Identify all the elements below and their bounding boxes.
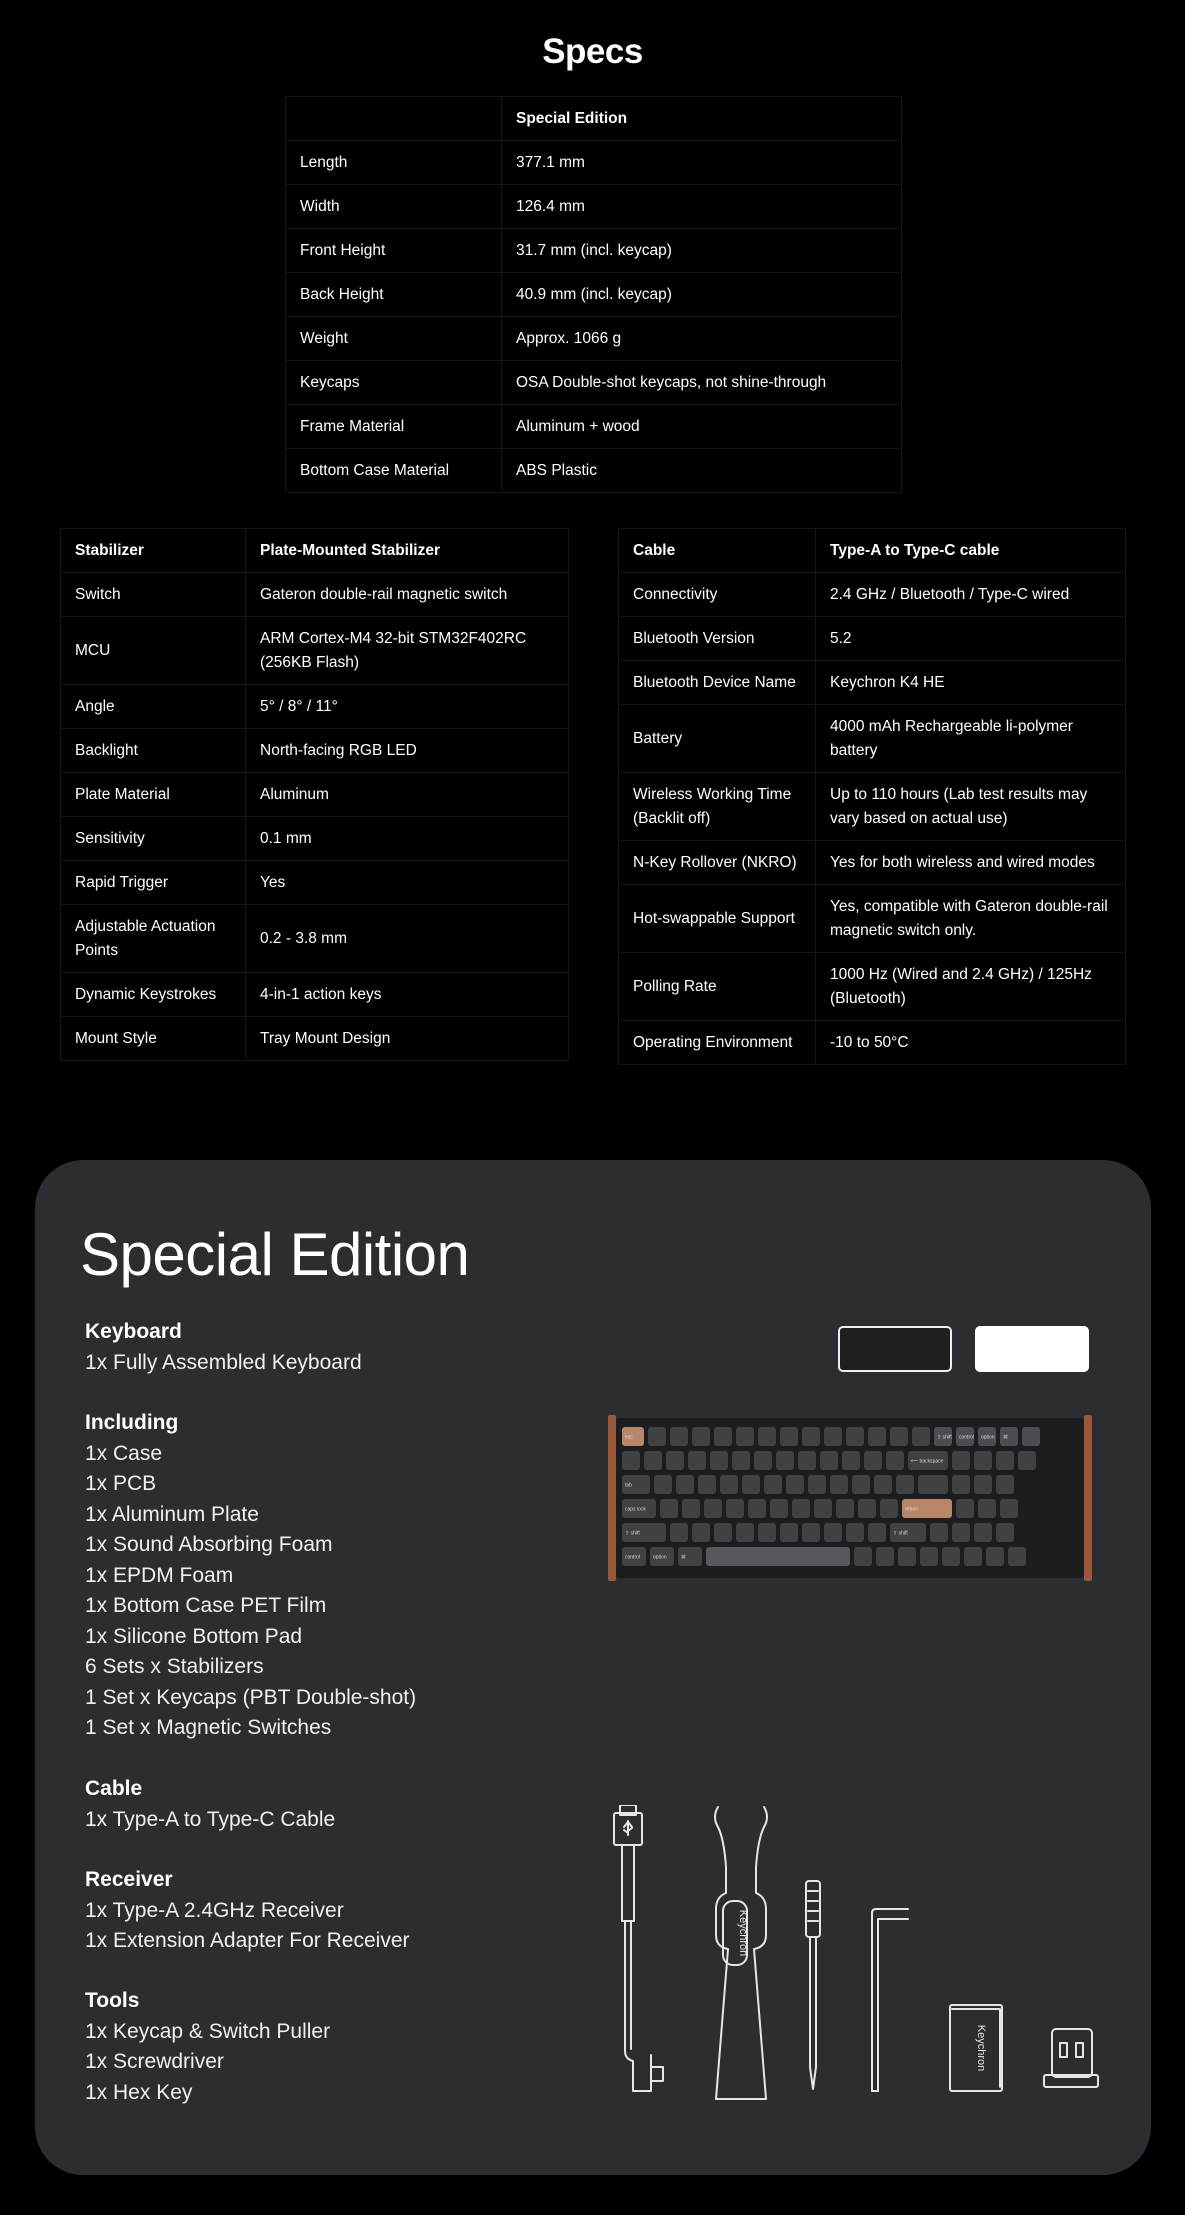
- list-item: 1x Silicone Bottom Pad: [85, 1624, 303, 1648]
- usb-cable-icon: [614, 1805, 663, 2091]
- spec-value: ARM Cortex-M4 32-bit STM32F402RC (256KB Flash): [246, 617, 569, 685]
- keycap: [868, 1427, 886, 1446]
- table-row: [61, 729, 569, 773]
- table-row: [619, 661, 1126, 705]
- table-row: [61, 773, 569, 817]
- table-row: [286, 449, 902, 493]
- keycap: [974, 1475, 992, 1494]
- key-label: ⌘: [1003, 1434, 1008, 1441]
- keycap: [742, 1475, 760, 1494]
- keycap: [792, 1499, 810, 1518]
- keycap: [692, 1427, 710, 1446]
- spec-value: 5.2: [816, 617, 1126, 661]
- keycap: [692, 1523, 710, 1542]
- keycap: [622, 1451, 640, 1470]
- table-row: [61, 817, 569, 861]
- table-row: [286, 141, 902, 185]
- spec-value: Yes, compatible with Gateron double-rail magnetic switch only.: [816, 885, 1126, 953]
- key-label: option: [653, 1554, 667, 1561]
- specs-title: Specs: [542, 32, 643, 71]
- keycap: [846, 1427, 864, 1446]
- keycap: [868, 1523, 886, 1542]
- keycap: [952, 1451, 970, 1470]
- table-row: [61, 1017, 569, 1061]
- keycap: [748, 1499, 766, 1518]
- spec-label: Plate Material: [61, 773, 246, 817]
- keycap: [798, 1451, 816, 1470]
- spec-value: 2.4 GHz / Bluetooth / Type-C wired: [816, 573, 1126, 617]
- keycap: [714, 1427, 732, 1446]
- keycap: [1008, 1547, 1026, 1566]
- table-row: [286, 273, 902, 317]
- list-item: 1x Type-A to Type-C Cable: [85, 1807, 336, 1831]
- list-item: 1x Fully Assembled Keyboard: [85, 1350, 362, 1374]
- group-heading: Keyboard: [85, 1320, 182, 1343]
- keycap: [644, 1451, 662, 1470]
- spec-value: Keychron K4 HE: [816, 661, 1126, 705]
- spec-value: Special Edition: [502, 97, 902, 141]
- keycap: [732, 1451, 750, 1470]
- spec-label: Length: [286, 141, 502, 185]
- list-item: 1x Bottom Case PET Film: [85, 1594, 327, 1617]
- keycap: [802, 1427, 820, 1446]
- spec-label: Weight: [286, 317, 502, 361]
- spec-label: Polling Rate: [619, 953, 816, 1021]
- spec-label: MCU: [61, 617, 246, 685]
- keycap: [830, 1475, 848, 1494]
- keycap: [956, 1499, 974, 1518]
- spec-value: 4-in-1 action keys: [246, 973, 569, 1017]
- spec-value: Gateron double-rail magnetic switch: [246, 573, 569, 617]
- table-row: [619, 617, 1126, 661]
- spec-value: Approx. 1066 g: [502, 317, 902, 361]
- keycap: [996, 1475, 1014, 1494]
- keycap: [726, 1499, 744, 1518]
- keycap: [824, 1523, 842, 1542]
- keycap: [780, 1523, 798, 1542]
- key-label: ⇧ shift: [625, 1530, 640, 1537]
- list-item: 1 Set x Keycaps (PBT Double-shot): [85, 1685, 417, 1709]
- table-header-row: [619, 529, 1126, 573]
- spec-label: Bluetooth Device Name: [619, 661, 816, 705]
- keycap: [846, 1523, 864, 1542]
- spec-label: Stabilizer: [61, 529, 246, 573]
- key-label: ⟵ backspace: [911, 1458, 944, 1465]
- keycap: [676, 1475, 694, 1494]
- keycap: [986, 1547, 1004, 1566]
- keycap: [836, 1499, 854, 1518]
- table-row: [61, 905, 569, 973]
- screwdriver-icon: [806, 1881, 820, 2089]
- spec-label: Front Height: [286, 229, 502, 273]
- keycap: [1018, 1451, 1036, 1470]
- color-option-black[interactable]: [838, 1326, 952, 1372]
- list-item: 1x Hex Key: [85, 2080, 193, 2104]
- keycap-puller-icon: [715, 1807, 767, 2099]
- keycap: [820, 1451, 838, 1470]
- spec-label: Angle: [61, 685, 246, 729]
- keycap: [858, 1499, 876, 1518]
- keycap: [974, 1523, 992, 1542]
- list-item: 1x Extension Adapter For Receiver: [85, 1929, 410, 1952]
- keycap: [736, 1427, 754, 1446]
- group-heading: Including: [85, 1411, 179, 1434]
- keycap: [786, 1475, 804, 1494]
- list-item: 1x EPDM Foam: [85, 1563, 234, 1587]
- keycap: [776, 1451, 794, 1470]
- spec-label: Frame Material: [286, 405, 502, 449]
- spec-label: Mount Style: [61, 1017, 246, 1061]
- key-label: tab: [625, 1482, 632, 1489]
- keycap: [706, 1547, 850, 1566]
- table-row: [619, 841, 1126, 885]
- keycap: [942, 1547, 960, 1566]
- specs-right-table: [618, 528, 1126, 1065]
- keycap: [854, 1547, 872, 1566]
- keycap: [1022, 1427, 1040, 1446]
- spec-label: N-Key Rollover (NKRO): [619, 841, 816, 885]
- table-row: [619, 773, 1126, 841]
- puller-brand-text: Keychron: [737, 1909, 749, 1957]
- keycap: [912, 1427, 930, 1446]
- spec-value: Aluminum: [246, 773, 569, 817]
- spec-label: Dynamic Keystrokes: [61, 973, 246, 1017]
- keycap: [896, 1475, 914, 1494]
- accessories-image: [600, 1805, 1110, 2115]
- key-label: ⇧ shift: [893, 1530, 908, 1537]
- keycap: [996, 1523, 1014, 1542]
- list-item: 1x Keycap & Switch Puller: [85, 2019, 331, 2043]
- table-row: [61, 685, 569, 729]
- keycap: [814, 1499, 832, 1518]
- keycap: [710, 1451, 728, 1470]
- table-header-row: [61, 529, 569, 573]
- spec-label: Operating Environment: [619, 1021, 816, 1065]
- spec-label: Wireless Working Time (Backlit off): [619, 773, 816, 841]
- table-row: [619, 953, 1126, 1021]
- table-row: [619, 885, 1126, 953]
- spec-label: Backlight: [61, 729, 246, 773]
- table-row: [286, 405, 902, 449]
- keycap: [704, 1499, 722, 1518]
- spec-label: Bottom Case Material: [286, 449, 502, 493]
- key-label: return: [905, 1506, 919, 1513]
- spec-value: -10 to 50°C: [816, 1021, 1126, 1065]
- keycap: [886, 1451, 904, 1470]
- keycap: [654, 1475, 672, 1494]
- keycap: [802, 1523, 820, 1542]
- keycap: [666, 1451, 684, 1470]
- keycap: [952, 1475, 970, 1494]
- table-row: [286, 317, 902, 361]
- keycap: [758, 1427, 776, 1446]
- spec-value: Aluminum + wood: [502, 405, 902, 449]
- table-row: [61, 617, 569, 685]
- spec-value: 377.1 mm: [502, 141, 902, 185]
- keycap: [736, 1523, 754, 1542]
- keycap: [898, 1547, 916, 1566]
- spec-label: Adjustable Actuation Points: [61, 905, 246, 973]
- spec-value: 0.1 mm: [246, 817, 569, 861]
- keycap: [952, 1523, 970, 1542]
- spec-value: ABS Plastic: [502, 449, 902, 493]
- spec-value: 40.9 mm (incl. keycap): [502, 273, 902, 317]
- color-option-white[interactable]: [975, 1326, 1089, 1372]
- keycap: [874, 1475, 892, 1494]
- spec-value: OSA Double-shot keycaps, not shine-through: [502, 361, 902, 405]
- key-label: ⌘: [681, 1554, 686, 1561]
- table-row: [619, 705, 1126, 773]
- keycap: [824, 1427, 842, 1446]
- keycap: [930, 1523, 948, 1542]
- key-label: esc: [625, 1434, 633, 1441]
- spec-label: Battery: [619, 705, 816, 773]
- key-label: control: [625, 1554, 641, 1561]
- list-item: 1x Sound Absorbing Foam: [85, 1533, 333, 1556]
- keycap: [1000, 1499, 1018, 1518]
- spec-value: 5° / 8° / 11°: [246, 685, 569, 729]
- keycap: [764, 1475, 782, 1494]
- spec-label: [286, 97, 502, 141]
- adapter-brand-text: Keychron: [975, 2024, 987, 2072]
- keycap: [754, 1451, 772, 1470]
- keycap: [890, 1427, 908, 1446]
- spec-value: Tray Mount Design: [246, 1017, 569, 1061]
- list-item: 1x PCB: [85, 1472, 157, 1495]
- keycap: [648, 1427, 666, 1446]
- spec-label: Sensitivity: [61, 817, 246, 861]
- key-label: caps lock: [625, 1506, 646, 1513]
- list-item: 1 Set x Magnetic Switches: [85, 1716, 332, 1739]
- spec-value: 0.2 - 3.8 mm: [246, 905, 569, 973]
- keycap: [880, 1499, 898, 1518]
- keycap: [974, 1451, 992, 1470]
- spec-label: Keycaps: [286, 361, 502, 405]
- specs-main-table: [285, 96, 902, 493]
- table-row: [61, 973, 569, 1017]
- spec-value: 31.7 mm (incl. keycap): [502, 229, 902, 273]
- spec-value: Type-A to Type-C cable: [816, 529, 1126, 573]
- table-row: [286, 185, 902, 229]
- keycap: [852, 1475, 870, 1494]
- list-item: 1x Case: [85, 1441, 163, 1465]
- keycap: [682, 1499, 700, 1518]
- spec-label: Width: [286, 185, 502, 229]
- keycap: [714, 1523, 732, 1542]
- table-header-row: [286, 97, 902, 141]
- spec-value: Up to 110 hours (Lab test results may vary based on actual use): [816, 773, 1126, 841]
- keycap: [670, 1427, 688, 1446]
- hex-key-icon: [872, 1909, 908, 2091]
- keycap: [920, 1547, 938, 1566]
- spec-value: 4000 mAh Rechargeable li-polymer battery: [816, 705, 1126, 773]
- specs-left-table: [60, 528, 569, 1061]
- keycap: [698, 1475, 716, 1494]
- table-row: [61, 861, 569, 905]
- list-item: 1x Type-A 2.4GHz Receiver: [85, 1898, 344, 1922]
- group-heading: Cable: [85, 1777, 143, 1800]
- extension-adapter-icon: [950, 2005, 1002, 2091]
- spec-label: Rapid Trigger: [61, 861, 246, 905]
- keycap: [688, 1451, 706, 1470]
- keyboard-frame-left: [608, 1415, 616, 1581]
- spec-value: Plate-Mounted Stabilizer: [246, 529, 569, 573]
- spec-label: Hot-swappable Support: [619, 885, 816, 953]
- table-row: [61, 573, 569, 617]
- list-item: 6 Sets x Stabilizers: [85, 1655, 264, 1678]
- keycap: [758, 1523, 776, 1542]
- spec-label: Connectivity: [619, 573, 816, 617]
- usb-receiver-icon: [1044, 2029, 1098, 2087]
- keycap: [770, 1499, 788, 1518]
- keycap: [876, 1547, 894, 1566]
- spec-label: Cable: [619, 529, 816, 573]
- spec-label: Back Height: [286, 273, 502, 317]
- spec-label: Bluetooth Version: [619, 617, 816, 661]
- spec-value: 126.4 mm: [502, 185, 902, 229]
- group-heading: Tools: [85, 1989, 140, 2012]
- keycap: [720, 1475, 738, 1494]
- table-row: [286, 229, 902, 273]
- panel-title: Special Edition: [80, 1221, 470, 1288]
- keycap: [978, 1499, 996, 1518]
- keyboard-frame-right: [1084, 1415, 1092, 1581]
- keyboard-image: [608, 1415, 1092, 1581]
- keycap: [842, 1451, 860, 1470]
- keycap: [864, 1451, 882, 1470]
- keycap: [918, 1475, 948, 1494]
- key-label: ⇧ shift: [937, 1434, 952, 1441]
- list-item: 1x Aluminum Plate: [85, 1502, 259, 1526]
- table-row: [619, 573, 1126, 617]
- spec-value: North-facing RGB LED: [246, 729, 569, 773]
- spec-label: Switch: [61, 573, 246, 617]
- keycap: [670, 1523, 688, 1542]
- keycap: [996, 1451, 1014, 1470]
- table-row: [619, 1021, 1126, 1065]
- spec-value: Yes: [246, 861, 569, 905]
- keycap: [780, 1427, 798, 1446]
- key-label: option: [981, 1434, 995, 1441]
- spec-value: 1000 Hz (Wired and 2.4 GHz) / 125Hz (Bluetooth): [816, 953, 1126, 1021]
- spec-value: Yes for both wireless and wired modes: [816, 841, 1126, 885]
- list-item: 1x Screwdriver: [85, 2050, 224, 2073]
- keycap: [964, 1547, 982, 1566]
- keycap: [660, 1499, 678, 1518]
- table-row: [286, 361, 902, 405]
- group-heading: Receiver: [85, 1868, 173, 1891]
- keycap: [808, 1475, 826, 1494]
- key-label: control: [959, 1434, 975, 1441]
